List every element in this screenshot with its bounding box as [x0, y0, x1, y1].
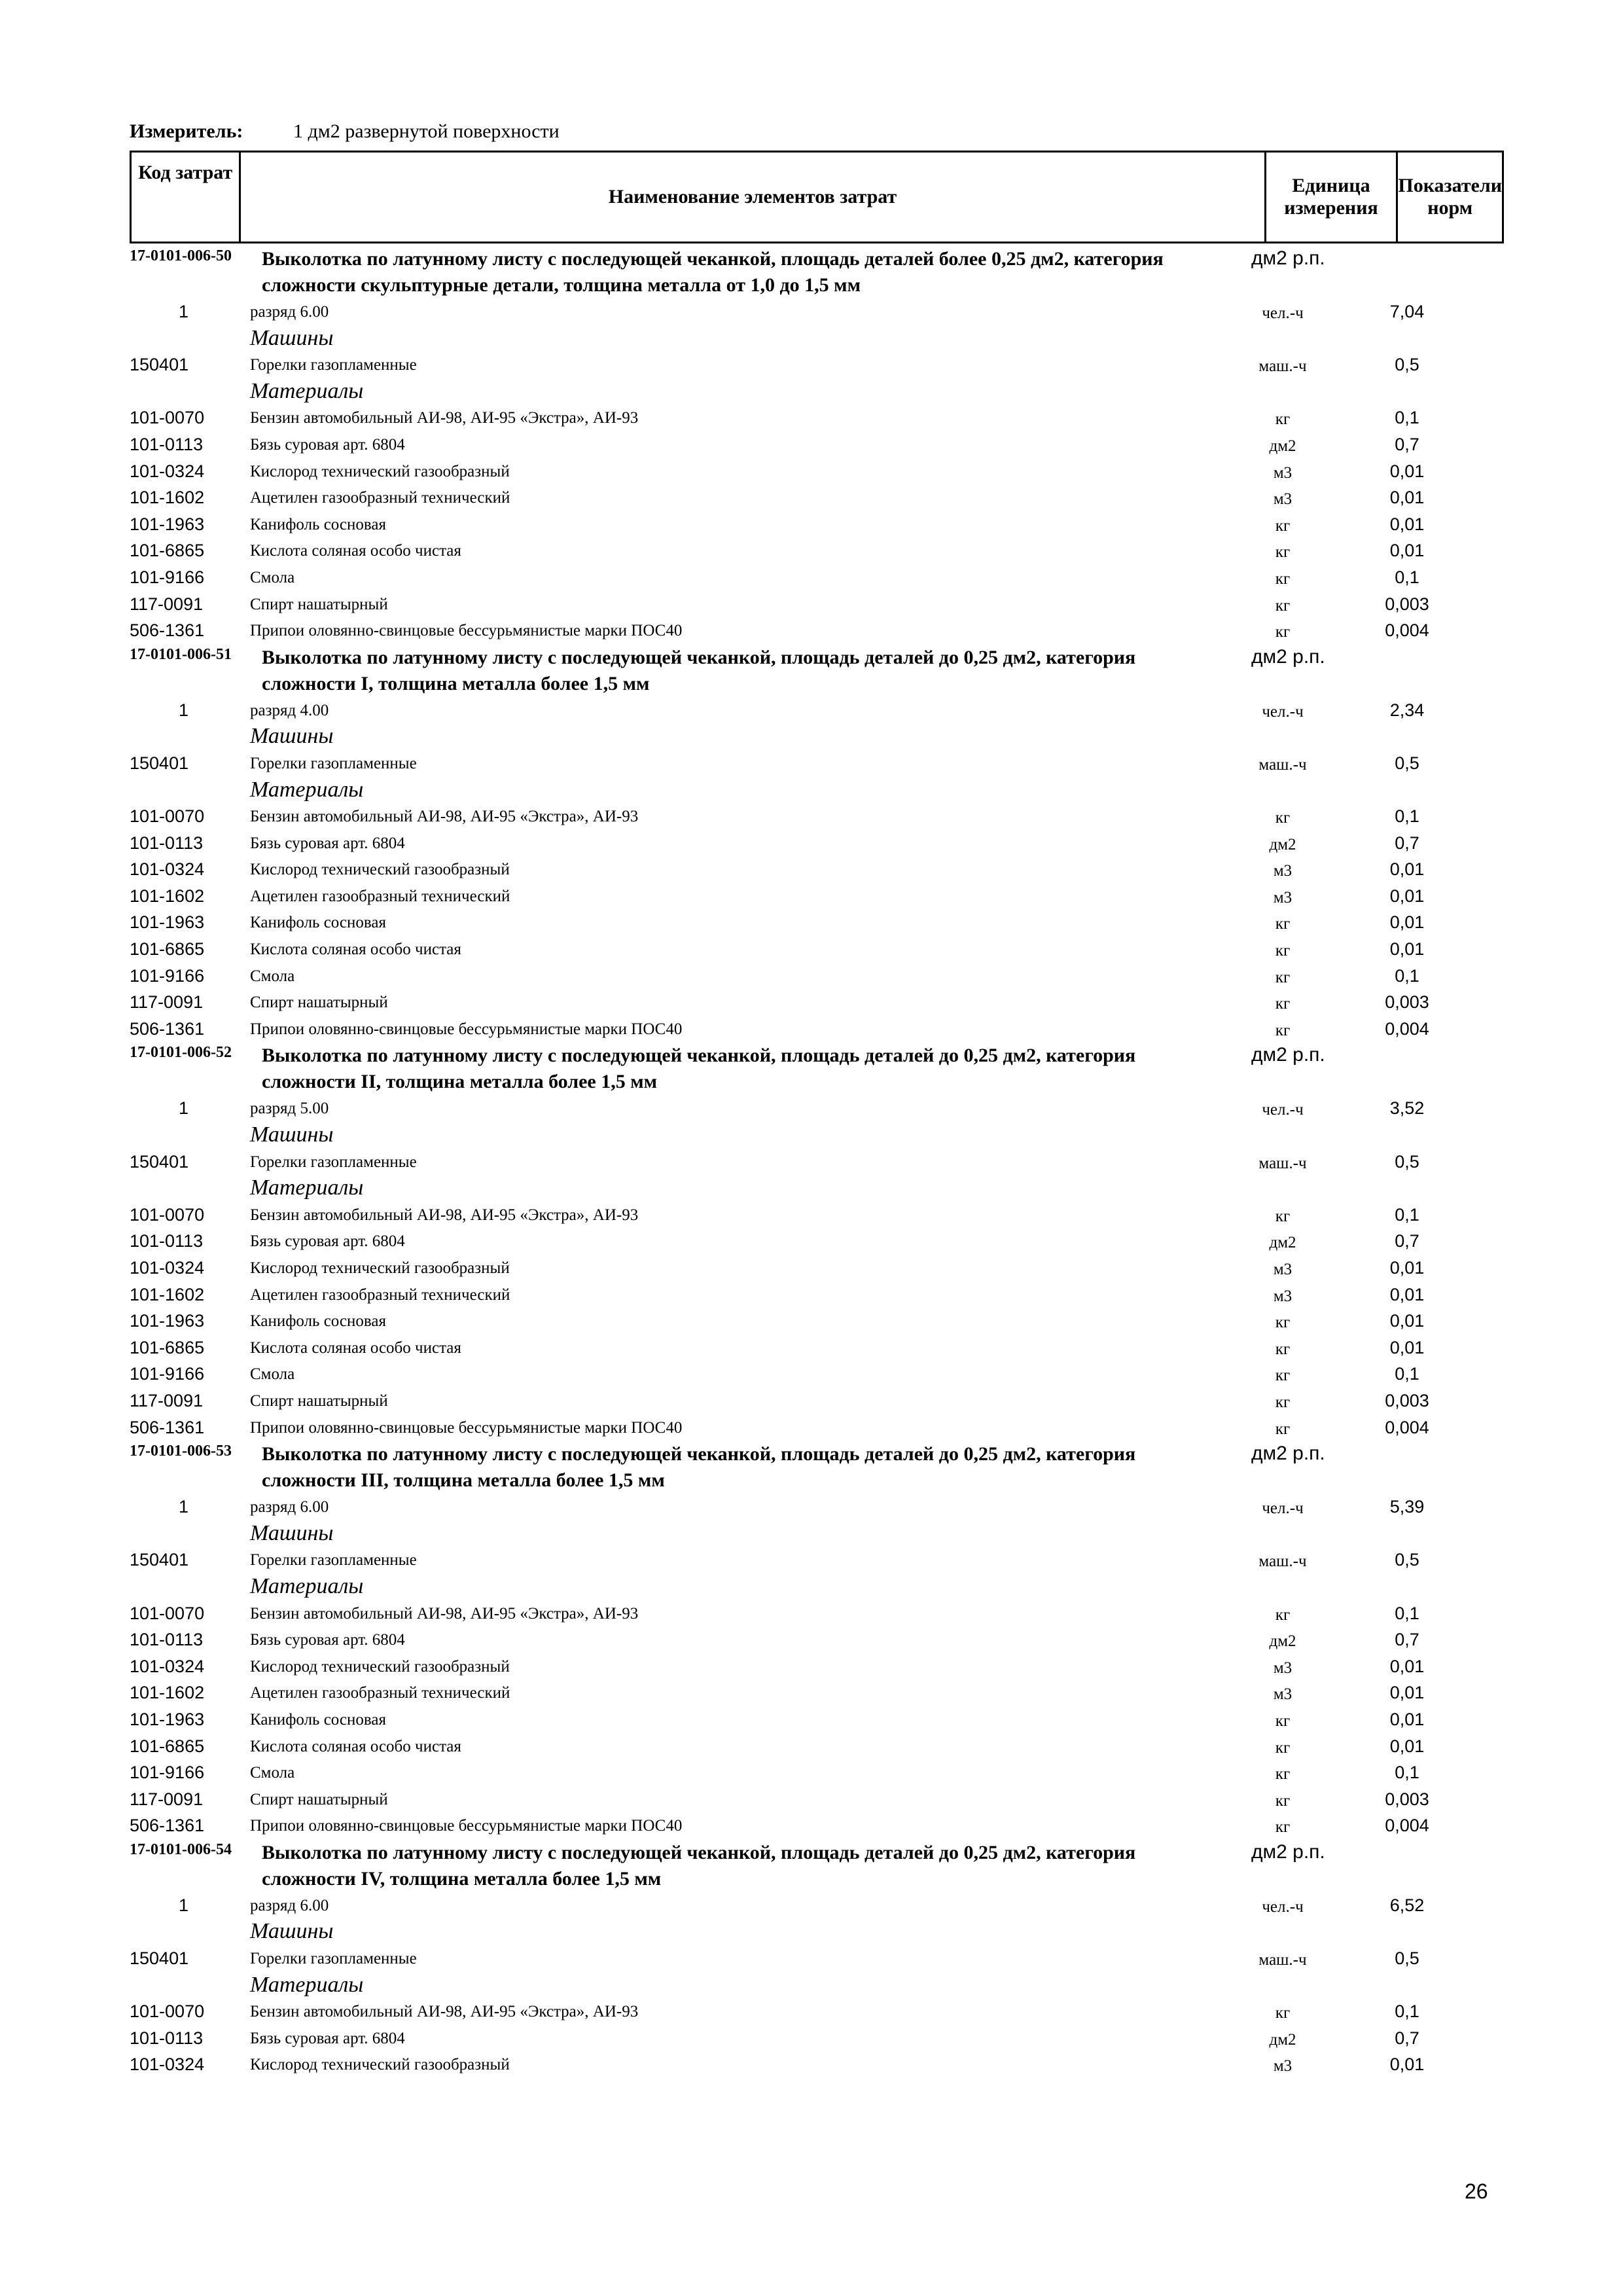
row-name: Выколотка по латунному листу с последующей чеканкой, площадь деталей до 0,25 дм2, категория сложности III, толщина металла более 1,5 мм — [262, 1443, 1136, 1492]
row-unit: маш.-ч — [1258, 357, 1307, 376]
row-value: 0,1 — [1395, 1603, 1419, 1623]
meter-line — [130, 120, 560, 143]
row-unit: дм2 — [1269, 1234, 1296, 1252]
table-row — [0, 1334, 1623, 1361]
row-name: Кислород технический газообразный — [250, 1259, 510, 1277]
row-name: Горелки газопламенные — [250, 754, 417, 772]
row-value: 0,01 — [1389, 939, 1425, 960]
row-value: 2,34 — [1389, 700, 1425, 720]
row-name: Кислота соляная особо чистая — [250, 1338, 461, 1357]
row-unit: м3 — [1273, 862, 1293, 880]
row-unit: чел.-ч — [1262, 1897, 1304, 1916]
table-row — [0, 484, 1623, 511]
row-name: Канифоль сосновая — [250, 1710, 386, 1729]
row-value: 0,01 — [1389, 514, 1425, 534]
row-name: Горелки газопламенные — [250, 1551, 417, 1570]
row-code: 17-0101-006-54 — [130, 1840, 232, 1858]
row-value: 0,01 — [1389, 1311, 1425, 1331]
row-code: 117-0091 — [130, 594, 204, 614]
row-unit: кг — [1275, 1765, 1291, 1784]
row-unit: кг — [1275, 410, 1291, 429]
row-name: Спирт нашатырный — [250, 595, 388, 613]
section-row — [0, 1520, 1623, 1547]
section-label: Машины — [250, 1122, 334, 1147]
row-code: 1 — [178, 1895, 188, 1915]
row-name: Кислота соляная особо чистая — [250, 941, 461, 959]
header-norms-line2: норм — [1427, 197, 1473, 219]
row-value: 0,004 — [1385, 620, 1429, 641]
row-unit: дм2 р.п. — [1251, 1443, 1325, 1465]
section-label: Материалы — [250, 1972, 364, 1997]
row-name: Канифоль сосновая — [250, 515, 386, 533]
row-name: Кислород технический газообразный — [250, 462, 510, 480]
row-name: Выколотка по латунному листу с последующей чеканкой, площадь деталей до 0,25 дм2, категория сложности IV, толщина металла более 1,5 мм — [262, 1841, 1136, 1890]
row-value: 0,7 — [1395, 2028, 1419, 2048]
row-code: 101-0113 — [130, 1630, 204, 1650]
row-name: Выколотка по латунному листу с последующей чеканкой, площадь деталей более 0,25 дм2, категория сложности скульптурные детали, толщина металла от 1,0 до 1,5 мм — [262, 248, 1164, 296]
row-unit: м3 — [1273, 1261, 1293, 1278]
row-unit: кг — [1275, 516, 1291, 535]
row-name: Горелки газопламенные — [250, 1153, 417, 1171]
row-name: Бензин автомобильный АИ-98, АИ-95 «Экстра», АИ-93 — [250, 808, 639, 826]
table-row — [0, 1148, 1623, 1175]
row-unit: дм2 — [1269, 1632, 1296, 1651]
row-value: 0,01 — [1389, 2054, 1425, 2075]
table-row — [0, 1546, 1623, 1573]
row-code: 506-1361 — [130, 1018, 205, 1039]
row-unit: дм2 — [1269, 2030, 1296, 2049]
row-value: 5,39 — [1389, 1497, 1425, 1517]
table-row — [0, 1307, 1623, 1334]
row-value: 0,5 — [1395, 1948, 1419, 1969]
row-code: 101-0324 — [130, 859, 205, 880]
row-code: 101-1602 — [130, 1284, 205, 1304]
table-row — [0, 2051, 1623, 2077]
row-value: 0,01 — [1389, 1683, 1425, 1703]
row-code: 101-0324 — [130, 461, 205, 481]
row-unit: м3 — [1273, 1685, 1293, 1704]
row-unit: кг — [1275, 809, 1291, 827]
row-unit: кг — [1275, 1314, 1291, 1332]
row-value: 0,01 — [1389, 1709, 1425, 1729]
row-value: 0,01 — [1389, 488, 1425, 508]
table-row — [0, 696, 1623, 723]
row-unit: кг — [1275, 2004, 1291, 2022]
row-name: Канифоль сосновая — [250, 1312, 386, 1331]
norm-title-row — [0, 643, 1623, 696]
row-value: 0,1 — [1395, 1364, 1419, 1384]
row-unit: м3 — [1273, 463, 1293, 482]
section-label: Материалы — [250, 1573, 364, 1598]
row-unit: маш.-ч — [1258, 755, 1307, 774]
row-value: 0,01 — [1389, 886, 1425, 906]
norm-title-row — [0, 1839, 1623, 1892]
row-name: разряд 4.00 — [250, 701, 329, 719]
table-row — [0, 1493, 1623, 1520]
row-name: Спирт нашатырный — [250, 994, 388, 1012]
row-code: 101-6865 — [130, 541, 205, 561]
row-code: 101-1963 — [130, 514, 205, 534]
row-value: 0,7 — [1395, 1231, 1419, 1251]
row-unit: кг — [1275, 942, 1291, 960]
section-row — [0, 723, 1623, 749]
section-label: Материалы — [250, 1175, 364, 1200]
row-name: Кислота соляная особо чистая — [250, 1737, 461, 1755]
row-code: 101-0324 — [130, 1656, 205, 1676]
row-value: 0,1 — [1395, 1763, 1419, 1783]
row-value: 0,1 — [1395, 965, 1419, 986]
row-name: Бязь суровая арт. 6804 — [250, 834, 405, 852]
row-code: 150401 — [130, 355, 189, 375]
row-value: 0,7 — [1395, 833, 1419, 853]
row-value: 0,003 — [1385, 1390, 1429, 1410]
table-row — [0, 1812, 1623, 1839]
table-row — [0, 882, 1623, 909]
row-unit: маш.-ч — [1258, 1951, 1307, 1969]
table-row — [0, 1732, 1623, 1759]
row-name: Ацетилен газообразный технический — [250, 489, 510, 507]
table-row — [0, 1626, 1623, 1653]
section-label: Машины — [250, 1919, 334, 1944]
row-code: 101-1602 — [130, 1683, 205, 1703]
norms-table-body — [0, 245, 1623, 2077]
row-unit: кг — [1275, 1738, 1291, 1757]
table-row — [0, 1094, 1623, 1121]
section-row — [0, 1918, 1623, 1945]
table-row — [0, 298, 1623, 325]
section-row — [0, 325, 1623, 351]
table-row — [0, 935, 1623, 962]
row-unit: дм2 р.п. — [1251, 1840, 1325, 1863]
table-row — [0, 537, 1623, 564]
row-value: 0,003 — [1385, 992, 1429, 1013]
row-unit: дм2 р.п. — [1251, 247, 1325, 269]
row-name: разряд 6.00 — [250, 1896, 329, 1914]
table-row — [0, 1998, 1623, 2024]
row-code: 101-1963 — [130, 1311, 205, 1331]
row-unit: кг — [1275, 1818, 1291, 1837]
row-name: Припои оловянно-свинцовые бессурьмянистые марки ПОС40 — [250, 1418, 683, 1437]
row-unit: кг — [1275, 1420, 1291, 1438]
table-row — [0, 802, 1623, 829]
row-unit: м3 — [1273, 490, 1293, 509]
row-code: 101-0113 — [130, 833, 204, 853]
row-name: разряд 6.00 — [250, 1498, 329, 1516]
row-unit: м3 — [1273, 1287, 1293, 1305]
row-name: Ацетилен газообразный технический — [250, 1285, 510, 1304]
row-value: 0,01 — [1389, 541, 1425, 561]
row-unit: кг — [1275, 1712, 1291, 1730]
row-name: Ацетилен газообразный технический — [250, 887, 510, 905]
section-row — [0, 776, 1623, 803]
row-code: 101-6865 — [130, 939, 205, 960]
row-name: Бязь суровая арт. 6804 — [250, 1631, 405, 1649]
row-name: Выколотка по латунному листу с последующей чеканкой, площадь деталей до 0,25 дм2, категория сложности I, толщина металла более 1,5 мм — [262, 646, 1136, 694]
table-row — [0, 511, 1623, 537]
meter-label: Измеритель: — [130, 120, 243, 142]
row-code: 101-0324 — [130, 2054, 205, 2075]
row-code: 1 — [178, 1497, 188, 1517]
table-row — [0, 1015, 1623, 1042]
row-name: Смола — [250, 967, 295, 985]
table-row — [0, 1706, 1623, 1732]
header-code: Код затрат — [132, 152, 241, 242]
row-unit: дм2 — [1269, 835, 1296, 853]
table-row — [0, 829, 1623, 856]
table-row — [0, 351, 1623, 378]
meter-value: 1 дм2 развернутой поверхности — [293, 120, 560, 142]
table-row — [0, 404, 1623, 431]
norm-title-row — [0, 1440, 1623, 1493]
table-row — [0, 855, 1623, 882]
row-code: 101-9166 — [130, 1763, 205, 1783]
row-unit: кг — [1275, 1340, 1291, 1358]
section-row — [0, 1174, 1623, 1201]
norm-title-row — [0, 1041, 1623, 1094]
row-name: Бязь суровая арт. 6804 — [250, 1232, 405, 1251]
table-row — [0, 1227, 1623, 1254]
table-row — [0, 988, 1623, 1015]
row-code: 101-9166 — [130, 567, 205, 587]
row-code: 101-0113 — [130, 1231, 204, 1251]
row-code: 101-1963 — [130, 912, 205, 933]
row-code: 1 — [178, 1098, 188, 1119]
row-unit: чел.-ч — [1262, 1101, 1304, 1119]
row-code: 1 — [178, 302, 188, 321]
row-name: Горелки газопламенные — [250, 1950, 417, 1968]
row-unit: маш.-ч — [1258, 1154, 1307, 1172]
row-name: Кислород технический газообразный — [250, 2056, 510, 2074]
row-code: 101-0113 — [130, 434, 204, 454]
row-value: 6,52 — [1389, 1895, 1425, 1915]
row-code: 101-9166 — [130, 965, 205, 986]
row-code: 101-9166 — [130, 1364, 205, 1384]
row-value: 0,1 — [1395, 1204, 1419, 1225]
row-code: 117-0091 — [130, 1789, 204, 1809]
row-unit: кг — [1275, 569, 1291, 588]
row-value: 0,1 — [1395, 2001, 1419, 2022]
norm-title-row — [0, 245, 1623, 298]
row-unit: м3 — [1273, 888, 1293, 906]
table-row — [0, 1785, 1623, 1812]
page-number: 26 — [1465, 2179, 1488, 2203]
row-code: 17-0101-006-50 — [130, 247, 232, 264]
row-code: 17-0101-006-51 — [130, 645, 232, 663]
row-name: Горелки газопламенные — [250, 356, 417, 374]
row-value: 0,01 — [1389, 1656, 1425, 1676]
row-code: 117-0091 — [130, 992, 204, 1013]
table-row — [0, 962, 1623, 989]
header-norms-line1: Показатели — [1398, 175, 1502, 196]
row-unit: чел.-ч — [1262, 702, 1304, 721]
section-label: Материалы — [250, 777, 364, 802]
row-name: разряд 6.00 — [250, 303, 329, 321]
row-name: Припои оловянно-свинцовые бессурьмянистые марки ПОС40 — [250, 1020, 683, 1038]
row-name: Бензин автомобильный АИ-98, АИ-95 «Экстра», АИ-93 — [250, 409, 639, 427]
table-row — [0, 2024, 1623, 2051]
header-unit-line2: измерения — [1284, 197, 1378, 219]
row-unit: дм2 р.п. — [1251, 645, 1325, 668]
table-row — [0, 749, 1623, 776]
row-value: 0,01 — [1389, 912, 1425, 933]
row-unit: м3 — [1273, 2057, 1293, 2075]
row-code: 101-6865 — [130, 1337, 205, 1357]
row-name: Кислота соляная особо чистая — [250, 542, 461, 560]
row-value: 0,01 — [1389, 1736, 1425, 1756]
table-row — [0, 457, 1623, 484]
section-row — [0, 1573, 1623, 1600]
row-code: 101-1963 — [130, 1709, 205, 1729]
row-unit: кг — [1275, 1393, 1291, 1411]
row-value: 0,5 — [1395, 1550, 1419, 1570]
section-label: Материалы — [250, 378, 364, 403]
row-name: Кислород технический газообразный — [250, 861, 510, 879]
section-row — [0, 378, 1623, 404]
row-unit: кг — [1275, 1367, 1291, 1385]
row-value: 0,01 — [1389, 1258, 1425, 1278]
row-value: 0,003 — [1385, 594, 1429, 614]
row-name: Канифоль сосновая — [250, 914, 386, 932]
row-value: 0,1 — [1395, 806, 1419, 827]
row-name: Смола — [250, 568, 295, 586]
row-name: Смола — [250, 1764, 295, 1782]
row-value: 0,1 — [1395, 408, 1419, 428]
row-unit: кг — [1275, 915, 1291, 933]
row-unit: кг — [1275, 968, 1291, 986]
table-row — [0, 1254, 1623, 1281]
header-unit — [1266, 152, 1399, 242]
table-row — [0, 1201, 1623, 1228]
row-unit: дм2 — [1269, 437, 1296, 455]
row-name: Спирт нашатырный — [250, 1790, 388, 1808]
table-row — [0, 590, 1623, 617]
row-code: 150401 — [130, 1151, 189, 1172]
row-name: Ацетилен газообразный технический — [250, 1684, 510, 1702]
row-value: 0,004 — [1385, 1417, 1429, 1437]
row-unit: кг — [1275, 596, 1291, 615]
section-row — [0, 1121, 1623, 1148]
header-unit-line1: Единица — [1292, 175, 1370, 196]
table-row — [0, 1759, 1623, 1785]
table-row — [0, 1387, 1623, 1414]
row-value: 0,01 — [1389, 1337, 1425, 1357]
header-name: Наименование элементов затрат — [241, 152, 1266, 242]
row-name: Бензин автомобильный АИ-98, АИ-95 «Экстра», АИ-93 — [250, 2003, 639, 2021]
row-name: Кислород технический газообразный — [250, 1657, 510, 1676]
row-name: Припои оловянно-свинцовые бессурьмянистые марки ПОС40 — [250, 1817, 683, 1835]
row-code: 101-0070 — [130, 2001, 205, 2022]
row-unit: чел.-ч — [1262, 1499, 1304, 1518]
row-code: 506-1361 — [130, 1417, 205, 1437]
section-label: Машины — [250, 1520, 334, 1545]
table-row — [0, 1892, 1623, 1918]
row-name: Бязь суровая арт. 6804 — [250, 435, 405, 454]
table-header — [130, 151, 1504, 243]
table-row — [0, 1945, 1623, 1971]
row-code: 101-0070 — [130, 1204, 205, 1225]
row-value: 0,01 — [1389, 859, 1425, 880]
row-name: Смола — [250, 1365, 295, 1384]
row-code: 101-0070 — [130, 806, 205, 827]
row-unit: кг — [1275, 1605, 1291, 1624]
row-value: 0,7 — [1395, 434, 1419, 454]
row-code: 150401 — [130, 1550, 189, 1570]
row-name: Бязь суровая арт. 6804 — [250, 2029, 405, 2047]
row-code: 101-0324 — [130, 1258, 205, 1278]
row-unit: кг — [1275, 1207, 1291, 1225]
header-norms — [1398, 152, 1502, 242]
section-row — [0, 1971, 1623, 1998]
row-unit: кг — [1275, 543, 1291, 562]
row-value: 0,01 — [1389, 461, 1425, 481]
row-code: 101-6865 — [130, 1736, 205, 1756]
row-code: 101-0113 — [130, 2028, 204, 2048]
row-name: Бензин автомобильный АИ-98, АИ-95 «Экстра», АИ-93 — [250, 1604, 639, 1623]
row-code: 17-0101-006-53 — [130, 1443, 232, 1460]
table-row — [0, 1414, 1623, 1441]
row-code: 117-0091 — [130, 1390, 204, 1410]
row-value: 0,01 — [1389, 1284, 1425, 1304]
row-code: 506-1361 — [130, 1816, 205, 1836]
row-name: Выколотка по латунному листу с последующей чеканкой, площадь деталей до 0,25 дм2, категория сложности II, толщина металла более 1,5 мм — [262, 1045, 1136, 1093]
row-name: разряд 5.00 — [250, 1100, 329, 1118]
section-label: Машины — [250, 325, 334, 350]
row-value: 0,7 — [1395, 1630, 1419, 1650]
row-unit: дм2 р.п. — [1251, 1044, 1325, 1066]
row-code: 506-1361 — [130, 620, 205, 641]
row-value: 0,5 — [1395, 1151, 1419, 1172]
row-value: 0,5 — [1395, 355, 1419, 375]
row-value: 3,52 — [1389, 1098, 1425, 1119]
row-code: 150401 — [130, 753, 189, 773]
row-code: 101-1602 — [130, 488, 205, 508]
row-unit: маш.-ч — [1258, 1552, 1307, 1571]
row-value: 0,5 — [1395, 753, 1419, 773]
row-code: 1 — [178, 700, 188, 720]
row-code: 101-1602 — [130, 886, 205, 906]
table-row — [0, 1600, 1623, 1626]
row-code: 17-0101-006-52 — [130, 1044, 232, 1062]
row-value: 0,004 — [1385, 1816, 1429, 1836]
row-name: Спирт нашатырный — [250, 1391, 388, 1410]
table-row — [0, 1281, 1623, 1308]
row-unit: кг — [1275, 623, 1291, 641]
row-code: 101-0070 — [130, 1603, 205, 1623]
row-value: 0,003 — [1385, 1789, 1429, 1809]
section-label: Машины — [250, 724, 334, 749]
table-row — [0, 908, 1623, 935]
row-unit: кг — [1275, 995, 1291, 1013]
table-row — [0, 431, 1623, 457]
row-unit: кг — [1275, 1791, 1291, 1810]
row-unit: кг — [1275, 1021, 1291, 1039]
row-value: 7,04 — [1389, 302, 1425, 321]
table-row — [0, 617, 1623, 643]
row-value: 0,1 — [1395, 567, 1419, 587]
row-unit: чел.-ч — [1262, 304, 1304, 322]
row-name: Припои оловянно-свинцовые бессурьмянистые марки ПОС40 — [250, 622, 683, 640]
row-value: 0,004 — [1385, 1018, 1429, 1039]
table-row — [0, 1679, 1623, 1706]
table-row — [0, 564, 1623, 590]
table-row — [0, 1360, 1623, 1387]
row-unit: м3 — [1273, 1659, 1293, 1677]
row-name: Бензин автомобильный АИ-98, АИ-95 «Экстра», АИ-93 — [250, 1206, 639, 1224]
row-code: 150401 — [130, 1948, 189, 1969]
row-code: 101-0070 — [130, 408, 205, 428]
table-row — [0, 1653, 1623, 1679]
